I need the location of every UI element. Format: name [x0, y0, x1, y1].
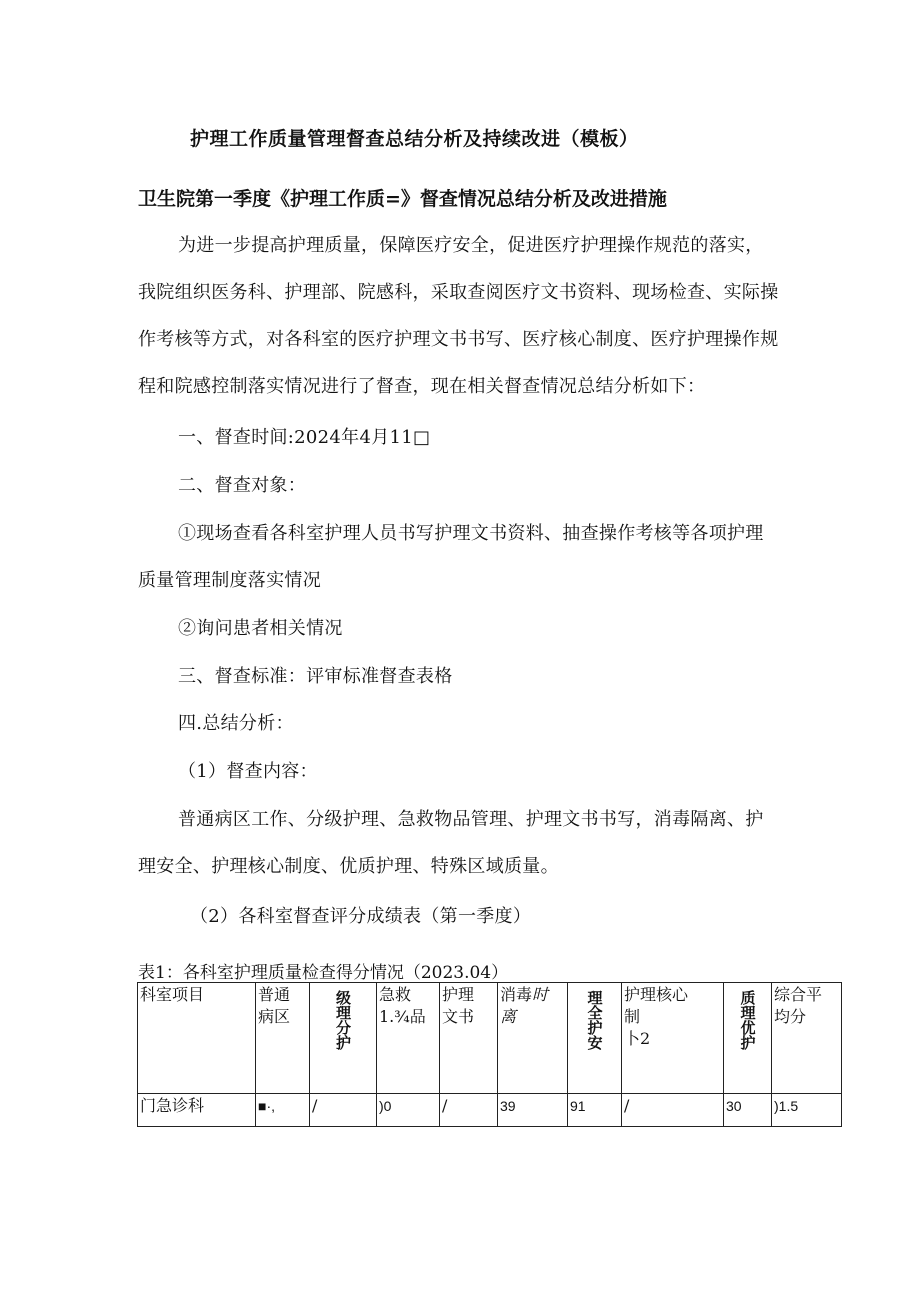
intro-line-4: 程和院感控制落实情况进行了督查，现在相关督查情况总结分析如下：	[138, 376, 706, 397]
header-quality-care: 质理优护	[724, 983, 772, 1094]
analysis-heading: 四.总结分析：	[178, 713, 294, 734]
cell-disinfection: 39	[498, 1094, 568, 1127]
inspection-standard: 三、督查标准：评审标准督查表格	[178, 666, 453, 687]
inspection-time: 一、督查时间:2024年4月11□	[178, 427, 431, 448]
inspection-object-heading: 二、督查对象：	[178, 475, 307, 496]
table-header-row	[138, 983, 842, 1094]
cell-emergency-items: )0	[377, 1094, 440, 1127]
content-line-2: 理安全、护理核心制度、优质护理、特殊区域质量。	[138, 856, 559, 877]
header-nursing-safety: 理全护安	[568, 983, 622, 1094]
table-row	[138, 1094, 842, 1127]
header-general-ward: 普通 病区	[256, 983, 310, 1094]
header-disinfection: 消毒时 离	[498, 983, 568, 1094]
intro-line-1: 为进一步提高护理质量，保障医疗安全，促进医疗护理操作规范的落实，	[178, 235, 764, 256]
document-subtitle: 卫生院第一季度《护理工作质=》督查情况总结分析及改进措施	[138, 188, 667, 210]
cell-nursing-documents: /	[440, 1094, 498, 1127]
header-emergency-items: 急救 1.¾品	[377, 983, 440, 1094]
cell-nursing-safety: 91	[568, 1094, 622, 1127]
cell-general-ward: ■·,	[256, 1094, 310, 1127]
inspection-object-item-1-cont: 质量管理制度落实情况	[138, 570, 321, 591]
intro-line-3: 作考核等方式，对各科室的医疗护理文书书写、医疗核心制度、医疗护理操作规	[138, 329, 779, 350]
header-average-score: 综合平 均分	[772, 983, 842, 1094]
inspection-object-item-1: ①现场查看各科室护理人员书写护理文书资料、抽查操作考核等各项护理	[178, 523, 764, 544]
cell-graded-care: /	[310, 1094, 377, 1127]
cell-average-score: )1.5	[772, 1094, 842, 1127]
inspection-object-item-2: ②询问患者相关情况	[178, 618, 343, 639]
cell-quality-care: 30	[724, 1094, 772, 1127]
cell-core-system: /	[622, 1094, 724, 1127]
header-nursing-documents: 护理 文书	[440, 983, 498, 1094]
content-heading: （1）督查内容：	[178, 761, 318, 782]
intro-line-2: 我院组织医务科、护理部、院感科，采取查阅医疗文书资料、现场检查、实际操	[138, 282, 779, 303]
document-title: 护理工作质量管理督查总结分析及持续改进（模板）	[190, 128, 639, 150]
cell-department: 门急诊科	[138, 1094, 256, 1127]
content-line-1: 普通病区工作、分级护理、急救物品管理、护理文书书写，消毒隔离、护	[178, 809, 764, 830]
table-caption: 表1：各科室护理质量检查得分情况（2023.04）	[138, 963, 509, 983]
score-table-heading: （2）各科室督查评分成绩表（第一季度）	[190, 906, 532, 927]
header-graded-care: 级理分护	[310, 983, 377, 1094]
header-department: 科室项目	[138, 983, 256, 1094]
score-table	[137, 982, 842, 1127]
header-core-system: 护理核心 制 卜2	[622, 983, 724, 1094]
